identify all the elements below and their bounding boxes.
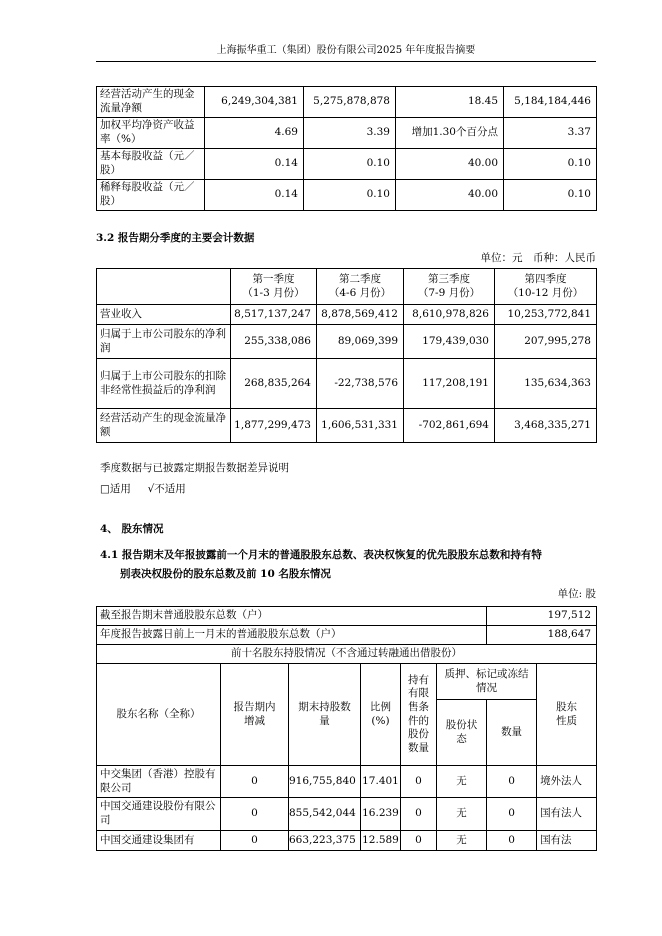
table-row	[97, 180, 597, 211]
cell-value: 0	[221, 831, 289, 851]
header-q4: 第四季度 （10-12 月份）	[495, 269, 597, 305]
cell-value: 0.10	[504, 180, 597, 211]
header-row	[97, 664, 597, 700]
cell-value: 无	[437, 831, 487, 851]
header-q1: 第一季度 （1-3 月份）	[231, 269, 317, 305]
row-label: 基本每股收益（元／股）	[97, 149, 205, 180]
header-q2: 第二季度 （4-6 月份）	[317, 269, 404, 305]
cell-value: 无	[437, 766, 487, 798]
cell-value: 8,610,978,826	[404, 305, 495, 325]
section-title-3-2: 3.2 报告期分季度的主要会计数据	[96, 232, 255, 244]
row-label: 营业收入	[97, 305, 231, 325]
table-row	[97, 766, 597, 798]
cell-value: 3,468,335,271	[495, 409, 597, 443]
table-row	[97, 305, 597, 325]
cell-value: 0.14	[205, 149, 304, 180]
header-pledge-qty: 数量	[487, 700, 537, 766]
total-end-label: 截至报告期末普通股股东总数（户）	[97, 607, 487, 626]
option-applicable: □适用	[100, 483, 131, 495]
total-end-value: 197,512	[487, 607, 597, 626]
diff-note-title: 季度数据与已披露定期报告数据差异说明	[100, 462, 289, 474]
table-row	[97, 118, 597, 149]
cell-value: 916,755,840	[289, 766, 361, 798]
cell-value: 135,634,363	[495, 359, 597, 409]
section-title-4-1-line2: 别表决权股份的股东总数及前 10 名股东情况	[120, 568, 331, 580]
table-row	[97, 149, 597, 180]
cell-value: 117,208,191	[404, 359, 495, 409]
unit-label: 单位：元 币种：人民币	[480, 252, 596, 264]
cell-value: 0.10	[504, 149, 597, 180]
cell-value: 16.239	[361, 798, 401, 831]
cell-value: 0	[401, 831, 437, 851]
cell-value: 663,223,375	[289, 831, 361, 851]
header-name: 股东名称（全称）	[97, 664, 221, 766]
shareholder-name: 中国交通建设集团有	[97, 831, 221, 851]
section-title-4: 4、 股东情况	[100, 523, 164, 535]
table-row	[97, 607, 597, 626]
total-prev-value: 188,647	[487, 626, 597, 645]
cell-value: 4.69	[205, 118, 304, 149]
table-row	[97, 409, 597, 443]
cell-value: 国有法	[537, 831, 597, 851]
cell-value: 国有法人	[537, 798, 597, 831]
cell-value: 0	[221, 766, 289, 798]
header-q3: 第三季度 （7-9 月份）	[404, 269, 495, 305]
header-shares: 期末持股数量	[289, 664, 361, 766]
cell-value: 255,338,086	[231, 325, 317, 359]
top10-title: 前十名股东持股情况（不含通过转融通出借股份）	[97, 645, 597, 664]
table-row	[97, 325, 597, 359]
cell-value: 40.00	[396, 149, 504, 180]
total-prev-label: 年度报告披露日前上一月末的普通股股东总数（户）	[97, 626, 487, 645]
cell-value: 0	[487, 798, 537, 831]
cell-value: 3.37	[504, 118, 597, 149]
cell-value: 5,275,878,878	[304, 87, 396, 118]
shareholder-name: 中交集团（香港）控股有限公司	[97, 766, 221, 798]
cell-value: 0	[401, 766, 437, 798]
row-label: 加权平均净资产收益率（%）	[97, 118, 205, 149]
cell-value: 268,835,264	[231, 359, 317, 409]
row-label: 经营活动产生的现金流量净额	[97, 87, 205, 118]
table-row	[97, 87, 597, 118]
shareholder-name: 中国交通建设股份有限公司	[97, 798, 221, 831]
cell-value: 207,995,278	[495, 325, 597, 359]
cell-value: 18.45	[396, 87, 504, 118]
header-pledge-status: 股份状态	[437, 700, 487, 766]
header-blank	[97, 269, 231, 305]
cell-value: 8,517,137,247	[231, 305, 317, 325]
quarterly-data-table	[96, 268, 597, 443]
cell-value: 3.39	[304, 118, 396, 149]
cell-value: 6,249,304,381	[205, 87, 304, 118]
cell-value: 0.10	[304, 180, 396, 211]
diff-note-options	[100, 483, 186, 497]
cell-value: 179,439,030	[404, 325, 495, 359]
cell-value: 5,184,184,446	[504, 87, 597, 118]
cell-value: -22,738,576	[317, 359, 404, 409]
cell-value: 0	[487, 766, 537, 798]
cell-value: 855,542,044	[289, 798, 361, 831]
header-change: 报告期内增减	[221, 664, 289, 766]
cell-value: 0	[221, 798, 289, 831]
cell-value: 8,878,569,412	[317, 305, 404, 325]
cell-value: 89,069,399	[317, 325, 404, 359]
shareholders-table	[96, 606, 597, 851]
table-row	[97, 645, 597, 664]
financial-indicators-table	[96, 86, 597, 211]
header-nature: 股东性质	[537, 664, 597, 766]
cell-value: 境外法人	[537, 766, 597, 798]
unit-label-shares: 单位: 股	[557, 588, 596, 600]
option-not-applicable: √不适用	[147, 483, 186, 495]
table-row	[97, 626, 597, 645]
cell-value: 17.401	[361, 766, 401, 798]
header-rule	[96, 61, 596, 62]
cell-value: 0	[487, 831, 537, 851]
cell-value: 12.589	[361, 831, 401, 851]
table-row	[97, 359, 597, 409]
header-row	[97, 269, 597, 305]
header-pledge: 质押、标记或冻结情况	[437, 664, 537, 700]
cell-value: 40.00	[396, 180, 504, 211]
table-row	[97, 798, 597, 831]
cell-value: -702,861,694	[404, 409, 495, 443]
table-row	[97, 831, 597, 851]
cell-value: 1,877,299,473	[231, 409, 317, 443]
section-title-4-1-line1: 4.1 报告期末及年报披露前一个月末的普通股股东总数、表决权恢复的优先股股东总数和持有特	[100, 549, 542, 561]
cell-value: 无	[437, 798, 487, 831]
header-ratio: 比例(%)	[361, 664, 401, 766]
page-header: 上海振华重工（集团）股份有限公司2025 年年度报告摘要	[216, 45, 476, 56]
cell-value: 10,253,772,841	[495, 305, 597, 325]
cell-value: 0	[401, 798, 437, 831]
cell-value: 0.10	[304, 149, 396, 180]
cell-value: 1,606,531,331	[317, 409, 404, 443]
row-label: 稀释每股收益（元／股）	[97, 180, 205, 211]
cell-value: 增加1.30个百分点	[396, 118, 504, 149]
header-restricted: 持有有限售条件的股份数量	[401, 664, 437, 766]
row-label: 归属于上市公司股东的扣除非经常性损益后的净利润	[97, 359, 231, 409]
row-label: 归属于上市公司股东的净利润	[97, 325, 231, 359]
row-label: 经营活动产生的现金流量净额	[97, 409, 231, 443]
cell-value: 0.14	[205, 180, 304, 211]
